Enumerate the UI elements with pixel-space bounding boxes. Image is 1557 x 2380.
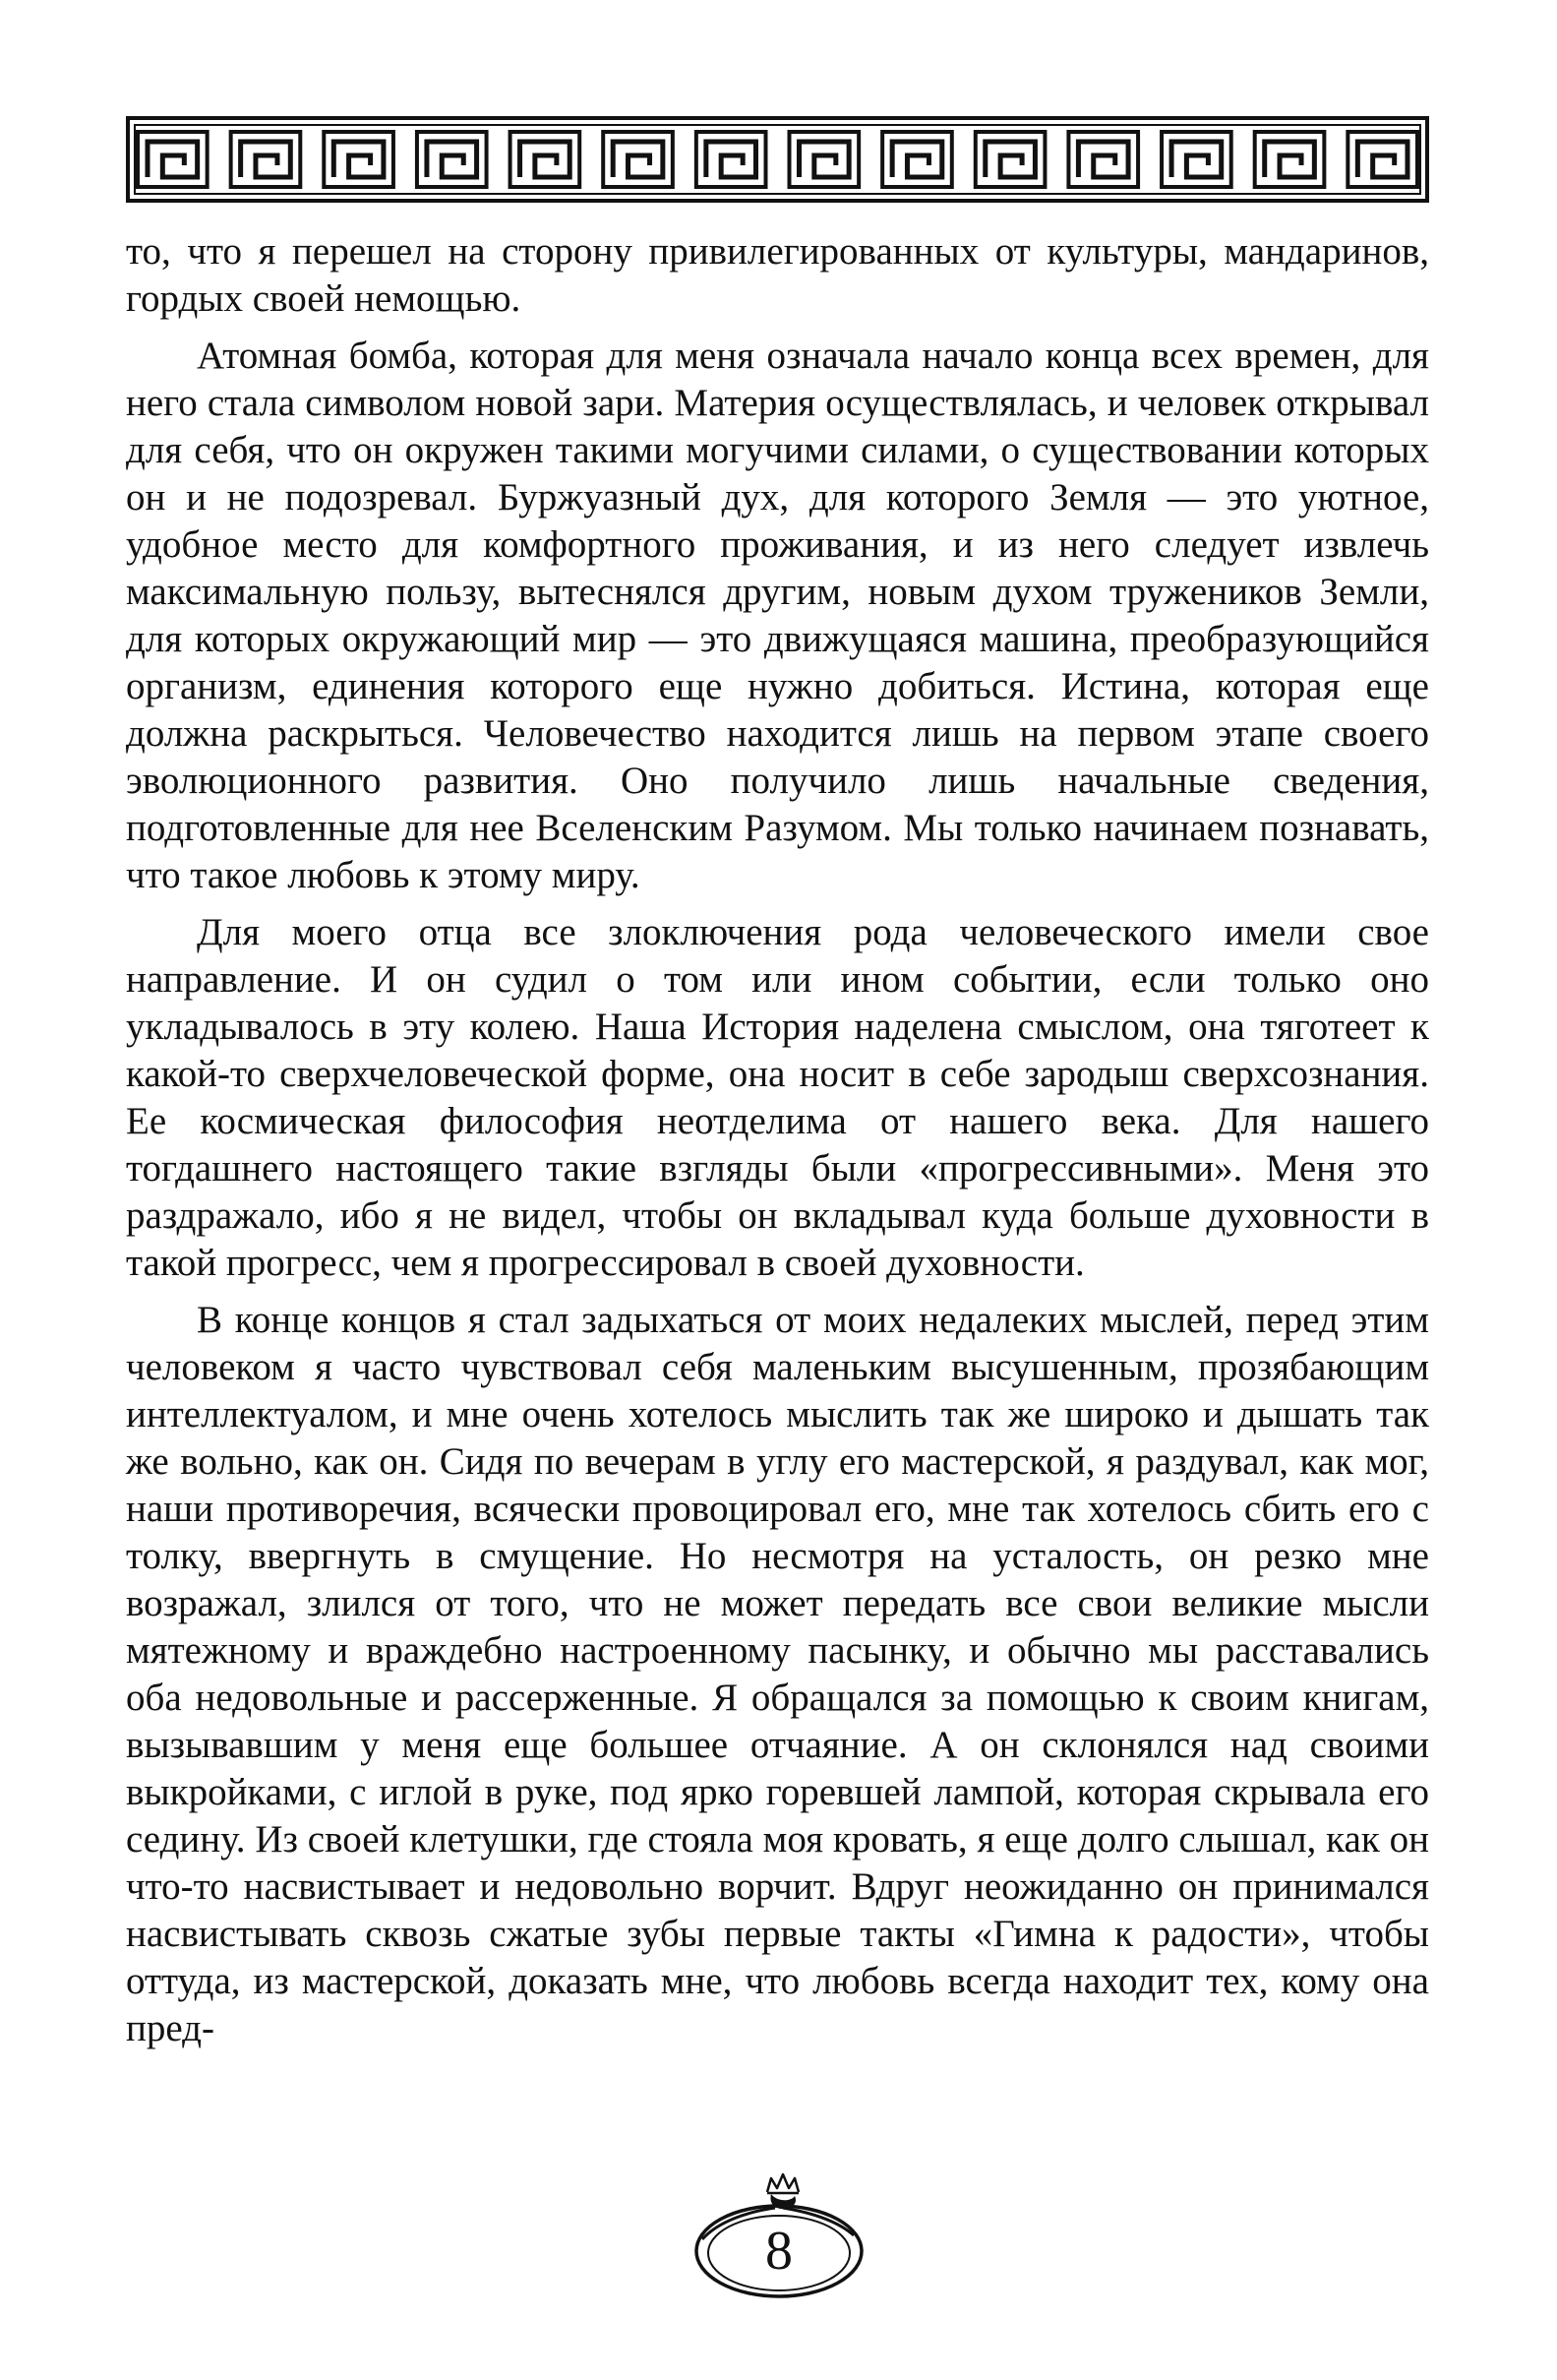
greek-key-border-icon — [126, 116, 1429, 203]
paragraph: Для моего отца все злоключения рода человеческого имели свое направление. И он судил о том или ином событии, если только оно укладывалось в эту колею. Наша История наделена смыслом, она тяготеет к какой-то сверхчеловеческой форме, она носит в себе зародыш сверхсознания. Ее космическая философия неотделима от нашего века. Для нашего тогдашнего настоящего такие взгляды были «прогрессивными». Меня это раздражало, ибо я не видел, чтобы он вкладывал куда больше духовности в такой прогресс, чем я прогрессировал в своей духовности. — [126, 911, 1429, 1284]
body-text — [126, 228, 1429, 2052]
page-number-ornament — [689, 2163, 869, 2300]
page-number: 8 — [765, 2221, 793, 2282]
greek-key-border — [126, 116, 1429, 203]
paragraph: В конце концов я стал задыхаться от моих недалеких мыслей, перед этим человеком я часто чувствовал себя маленьким высушенным, прозябающим интеллектуалом, и мне очень хотелось мыслить так же широко и дышать так же вольно, как он. Сидя по вечерам в углу его мастерской, я раздувал, как мог, наши противоречия, всячески провоцировал его, мне так хотелось сбить его с толку, ввергнуть в смущение. Но несмотря на усталость, он резко мне возражал, злился от того, что не может передать все свои великие мысли мятежному и враждебно настроенному пасынку, и обычно мы расставались оба недовольные и рассерженные. Я обращался за помощью к своим книгам, вызывавшим у меня еще большее отчаяние. А он склонялся над своими выкройками, с иглой в руке, под ярко горевшей лампой, которая скрывала его седину. Из своей клетушки, где стояла моя кровать, я еще долго слышал, как он что-то насвистывает и недовольно ворчит. Вдруг неожиданно он принимался насвистывать сквозь сжатые зубы первые такты «Гимна к радости», чтобы оттуда, из мастерской, доказать мне, что любовь всегда находит тех, кому она пред- — [126, 1299, 1429, 2049]
paragraph: Атомная бомба, которая для меня означала начало конца всех времен, для него стала символом новой зари. Материя осуществлялась, и человек открывал для себя, что он окружен такими могучими силами, о существовании которых он и не подозревал. Буржуазный дух, для которого Земля — это уютное, удобное место для комфортного проживания, и из него следует извлечь максимальную пользу, вытеснялся другим, новым духом тружеников Земли, для которых окружающий мир — это движущаяся машина, преобразующийся организм, единения которого еще нужно добиться. Истина, которая еще должна раскрыться. Человечество находится лишь на первом этапе своего эволюционного развития. Оно получило лишь начальные сведения, подготовленные для нее Вселенским Разумом. Мы только начинаем познавать, что такое любовь к этому миру. — [126, 335, 1429, 896]
paragraph-continued: то, что я перешел на сторону привилегированных от культуры, мандаринов, гордых своей немощью. — [126, 230, 1429, 320]
